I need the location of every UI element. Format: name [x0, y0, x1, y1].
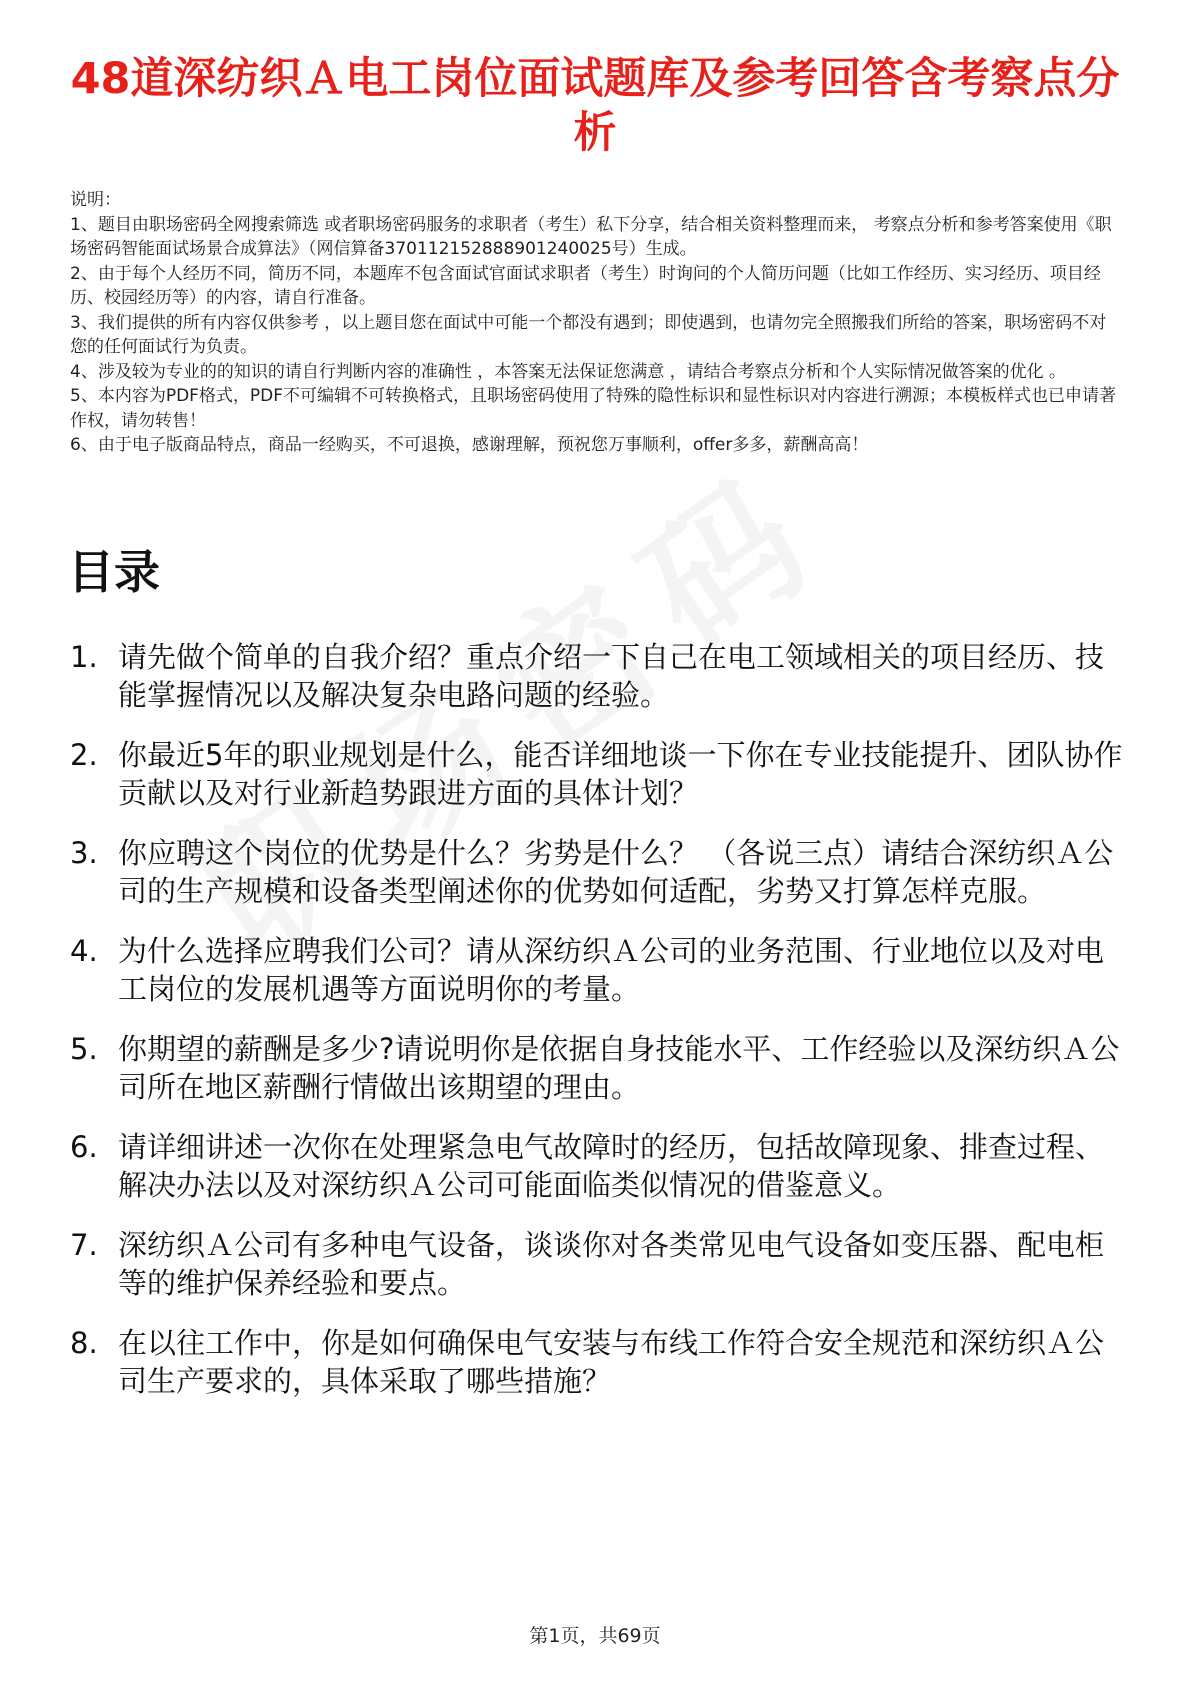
toc-item-number: 4.	[70, 934, 98, 968]
toc-item-number: 3.	[70, 836, 98, 870]
toc-item-number: 7.	[70, 1228, 98, 1262]
toc-item[interactable]	[70, 736, 1130, 812]
page-footer: 第1页，共69页	[529, 1625, 661, 1647]
note-item: 5、本内容为PDF格式，PDF不可编辑不可转换格式，且职场密码使用了特殊的隐性标识和显性标识对内容进行溯源；本模板样式也已申请著作权，请勿转售！	[70, 386, 1117, 431]
toc-item[interactable]	[70, 1226, 1130, 1302]
toc-item-text: 你最近5年的职业规划是什么，能否详细地谈一下你在专业技能提升、团队协作贡献以及对行业新趋势跟进方面的具体计划？	[118, 738, 1123, 810]
note-item: 6、由于电子版商品特点，商品一经购买，不可退换，感谢理解，预祝您万事顺利，offer多多，薪酬高高！	[70, 435, 869, 455]
toc-item-number: 8.	[70, 1326, 98, 1360]
toc-item[interactable]	[70, 932, 1130, 1008]
toc-item[interactable]	[70, 834, 1130, 910]
toc-item-number: 5.	[70, 1032, 98, 1066]
toc-item-number: 1.	[70, 640, 98, 674]
toc-list	[70, 638, 1130, 1422]
notes-label: 说明：	[70, 190, 121, 210]
toc-item-text: 深纺织Ａ公司有多种电气设备，谈谈你对各类常见电气设备如变压器、配电柜等的维护保养经验和要点。	[118, 1228, 1105, 1300]
toc-item-number: 6.	[70, 1130, 98, 1164]
notes-section	[70, 188, 1120, 458]
toc-item[interactable]	[70, 1128, 1130, 1204]
toc-item-text: 请详细讲述一次你在处理紧急电气故障时的经历，包括故障现象、排查过程、解决办法以及对深纺织Ａ公司可能面临类似情况的借鉴意义。	[118, 1130, 1105, 1202]
toc-item-text: 为什么选择应聘我们公司？请从深纺织Ａ公司的业务范围、行业地位以及对电工岗位的发展机遇等方面说明你的考量。	[118, 934, 1105, 1006]
toc-item-text: 你期望的薪酬是多少?请说明你是依据自身技能水平、工作经验以及深纺织Ａ公司所在地区薪酬行情做出该期望的理由。	[118, 1032, 1120, 1104]
toc-item-text: 你应聘这个岗位的优势是什么？劣势是什么？ （各说三点）请结合深纺织Ａ公司的生产规模和设备类型阐述你的优势如何适配，劣势又打算怎样克服。	[118, 836, 1114, 908]
note-item: 3、我们提供的所有内容仅供参考 ，以上题目您在面试中可能一个都没有遇到；即使遇到，也请勿完全照搬我们所给的答案，职场密码不对您的任何面试行为负责。	[70, 312, 1107, 357]
note-item: 2、由于每个人经历不同，简历不同，本题库不包含面试官面试求职者（考生）时询问的个人简历问题（比如工作经历、实习经历、项目经历、校园经历等）的内容，请自行准备。	[70, 263, 1101, 308]
toc-item-text: 请先做个简单的自我介绍？重点介绍一下自己在电工领域相关的项目经历、技能掌握情况以及解决复杂电路问题的经验。	[118, 640, 1105, 712]
toc-item[interactable]	[70, 1030, 1130, 1106]
note-item: 1、题目由职场密码全网搜索筛选 或者职场密码服务的求职者（考生）私下分享，结合相关资料整理而来， 考察点分析和参考答案使用《职场密码智能面试场景合成算法》（网信算备370112152888901240025号）生成。	[70, 214, 1112, 259]
toc-item-number: 2.	[70, 738, 98, 772]
toc-item[interactable]	[70, 638, 1130, 714]
toc-item-text: 在以往工作中，你是如何确保电气安装与布线工作符合安全规范和深纺织Ａ公司生产要求的，具体采取了哪些措施？	[118, 1326, 1105, 1398]
toc-item[interactable]	[70, 1324, 1130, 1400]
document-title: 48道深纺织Ａ电工岗位面试题库及参考回答含考察点分析	[70, 54, 1120, 158]
note-item: 4、涉及较为专业的的知识的请自行判断内容的准确性 ，本答案无法保证您满意 ，请结合考察点分析和个人实际情况做答案的优化 。	[70, 361, 1067, 382]
toc-heading: 目录	[68, 545, 160, 599]
